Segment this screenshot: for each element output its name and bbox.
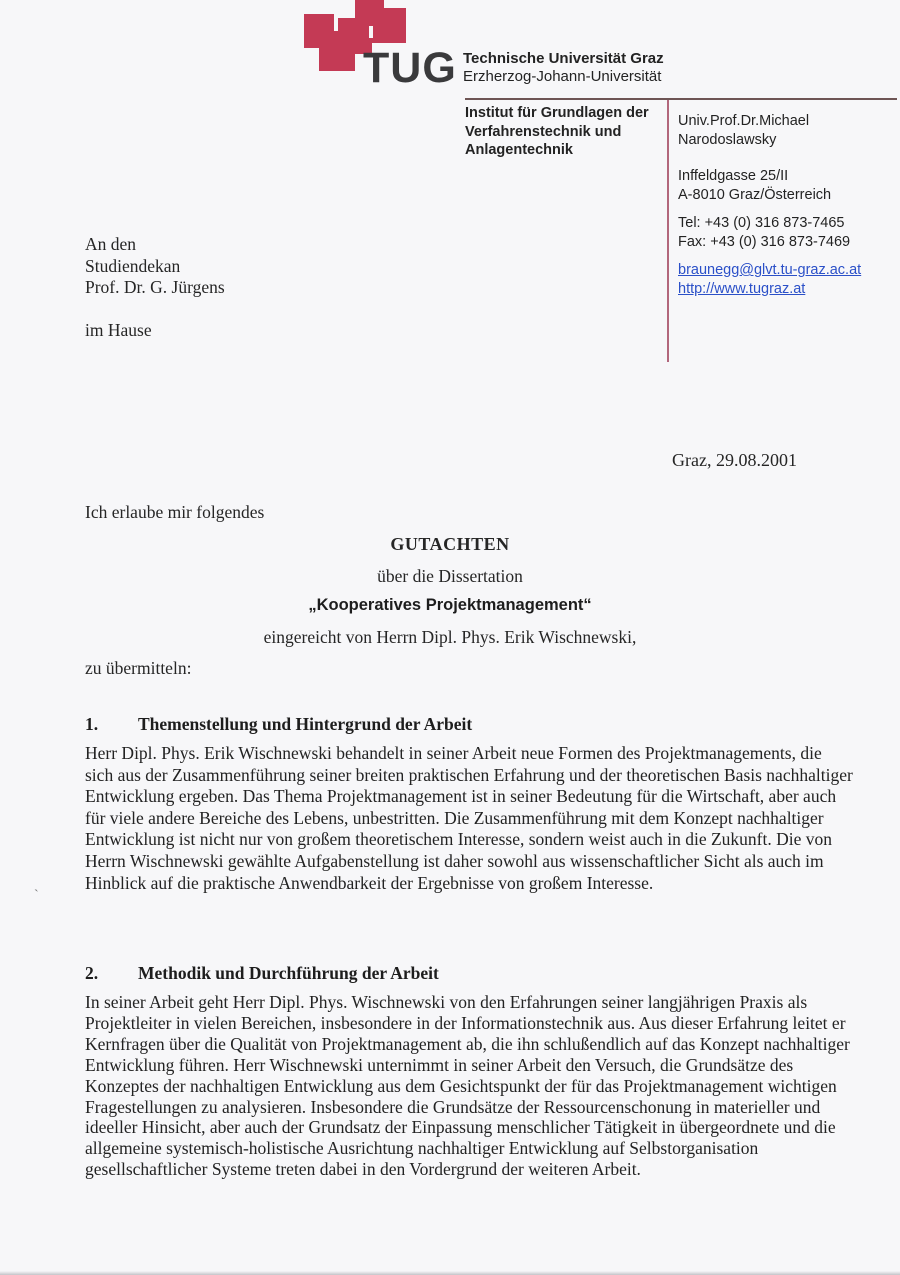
recipient-address [85, 234, 225, 342]
contact-street: Inffeldgasse 25/II [678, 168, 789, 184]
contact-email-link: braunegg@glvt.tu-graz.ac.at [678, 262, 862, 278]
letter-date: Graz, 29.08.2001 [672, 450, 797, 470]
contact-block [678, 112, 861, 298]
contact-website-link: http://www.tugraz.at [678, 280, 806, 297]
submitted-by-line: eingereicht von Herrn Dipl. Phys. Erik Wischnewski, [263, 627, 637, 647]
header-vertical-rule [667, 100, 669, 362]
section-1-title: Themenstellung und Hintergrund der Arbeit [138, 714, 473, 734]
logo-notch [369, 26, 373, 38]
recipient-line: An den [85, 234, 137, 254]
recipient-line: Prof. Dr. G. Jürgens [85, 277, 225, 297]
transmit-line: zu übermitteln: [85, 658, 192, 678]
logo-notch [334, 14, 338, 31]
section-1-number: 1. [85, 714, 99, 734]
contact-fax: Fax: +43 (0) 316 873-7469 [678, 233, 851, 250]
logo-square-icon [319, 43, 355, 71]
contact-city: A-8010 Graz/Österreich [678, 186, 832, 203]
logo-square-icon [372, 8, 406, 43]
recipient-line: im Hause [85, 320, 152, 340]
section-2-number: 2. [85, 963, 99, 983]
section-1-paragraph: Herr Dipl. Phys. Erik Wischnewski behandelt in seiner Arbeit neue Formen des Projektmanagements, die sich aus der Zusammenführung seiner breiten praktischen Erfahrung und der theoretischen Basis nachhaltiger Entwicklung ergeben. Das Thema Projektmanagement ist in seiner Bedeutung für die Wirtschaft, aber auch für viele andere Bereiche des Lebens, unbestritten. Die Zusammenführung mit dem Konzept nachhaltiger Entwicklung ist nicht nur von großem theoretischem Interesse, sondern weist auch in die Zukunft. Die von Herrn Wischnewski gewählte Aufgabenstellung ist daher sowohl aus wissenschaftlicher Sicht als auch im Hinblick auf die praktische Anwendbarkeit der Ergebnisse von großem Interesse. [85, 743, 853, 893]
dissertation-title: „Kooperatives Projektmanagement“ [308, 596, 592, 614]
university-subname: Erzherzog-Johann-Universität [463, 68, 662, 85]
recipient-line: Studiendekan [85, 255, 181, 276]
header-horizontal-rule [465, 98, 897, 100]
contact-name: Univ.Prof.Dr.Michael [678, 113, 810, 129]
tu-graz-logo [0, 0, 420, 100]
university-name: Technische Universität Graz [463, 50, 664, 67]
scan-artifact-mark: ` [34, 888, 39, 903]
institute-line: Verfahrenstechnik und [465, 123, 622, 140]
intro-line: Ich erlaube mir folgendes [85, 502, 265, 522]
contact-name: Narodoslawsky [678, 131, 777, 148]
institute-line: Institut für Grundlagen der [465, 105, 649, 121]
section-2-paragraph: In seiner Arbeit geht Herr Dipl. Phys. Wischnewski von den Erfahrungen seiner langjährigen Praxis als Projektleiter in vielen Bereichen, insbesondere in der Informationstechnik aus. Aus dieser Erfahrung leitet er Kernfragen über die Qualität von Projektmanagement ab, die ihn schlußendlich auf das Konzept nachhaltiger Entwicklung führen. Herr Wischnewski unternimmt in seiner Arbeit den Versuch, die Grundsätze des Konzeptes der nachhaltigen Entwicklung aus dem Gesichtspunkt der für das Projektmanagement wichtigen Fragestellungen zu analysieren. Insbesondere die Grundsätze der Ressourcenschonung in materieller und ideeller Hinsicht, aber auch der Grundsatz der Einpassung menschlicher Tätigkeit in übergeordnete und die allgemeine systemisch-holistische Ausrichtung nachhaltiger Entwicklung auf Selbstorganisation gesellschaftlicher Systeme treten dabei in den Vordergrund der weiteren Arbeit. [85, 992, 850, 1180]
scan-bottom-edge [0, 1271, 900, 1275]
contact-tel: Tel: +43 (0) 316 873-7465 [678, 215, 845, 231]
logo-wordmark: TUG [363, 44, 457, 92]
section-2-title: Methodik und Durchführung der Arbeit [138, 963, 439, 983]
university-name-block [463, 50, 664, 86]
institute-line: Anlagentechnik [465, 142, 573, 158]
document-subtitle: über die Dissertation [377, 566, 523, 586]
section-1-heading [85, 714, 472, 735]
document-title: GUTACHTEN [390, 534, 510, 554]
institute-block [465, 104, 649, 160]
section-2-heading [85, 963, 439, 984]
